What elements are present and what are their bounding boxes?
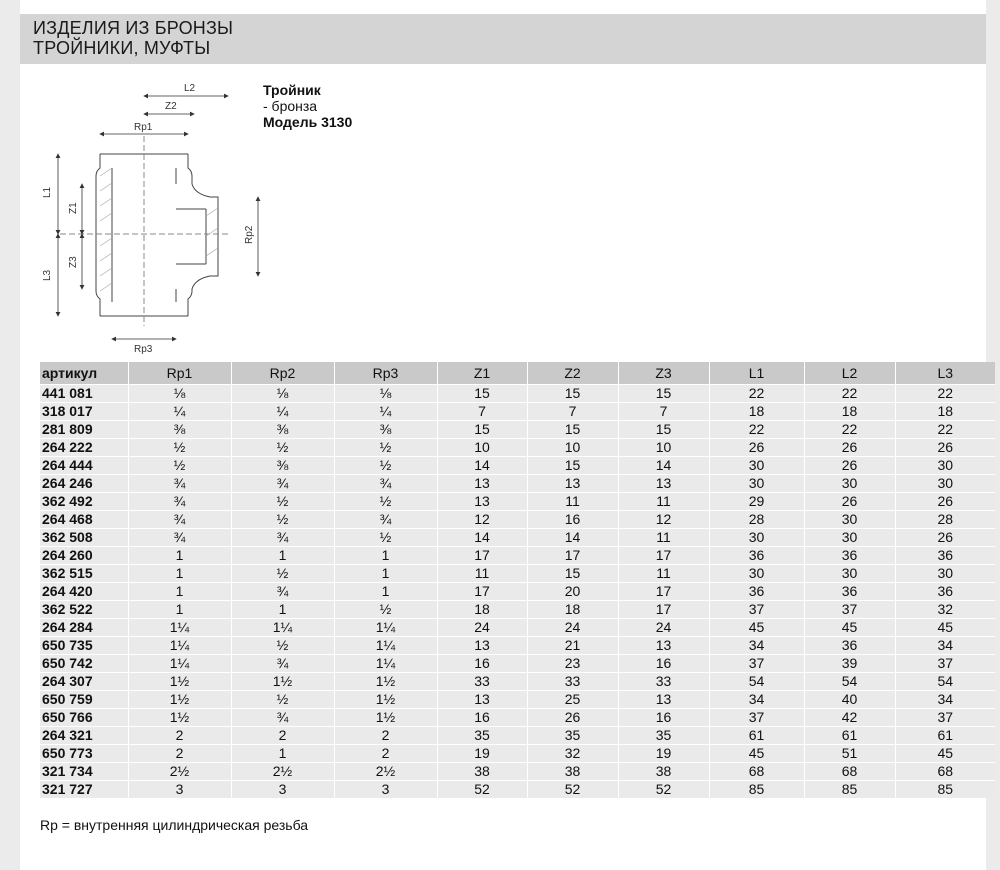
value-cell: 1¼ <box>128 619 231 637</box>
article-cell: 264 468 <box>40 511 128 529</box>
value-cell: 17 <box>437 583 527 601</box>
value-cell: 38 <box>618 763 709 781</box>
value-cell: 30 <box>895 475 995 493</box>
value-cell: 17 <box>527 547 618 565</box>
value-cell: 10 <box>527 439 618 457</box>
value-cell: ¾ <box>231 709 334 727</box>
value-cell: 12 <box>437 511 527 529</box>
catalog-page <box>20 0 986 870</box>
table-row <box>40 547 995 565</box>
value-cell: 24 <box>618 619 709 637</box>
value-cell: 61 <box>895 727 995 745</box>
value-cell: 13 <box>618 637 709 655</box>
value-cell: 33 <box>618 673 709 691</box>
value-cell: ⅛ <box>334 385 437 403</box>
value-cell: 36 <box>804 547 895 565</box>
value-cell: 18 <box>527 601 618 619</box>
product-name: Тройник <box>263 82 321 98</box>
dim-label-rp1: Rp1 <box>134 122 153 133</box>
value-cell: 19 <box>618 745 709 763</box>
article-cell: 650 759 <box>40 691 128 709</box>
value-cell: 1 <box>334 547 437 565</box>
value-cell: ¾ <box>334 511 437 529</box>
value-cell: 37 <box>895 709 995 727</box>
value-cell: 15 <box>527 385 618 403</box>
dim-label-l2: L2 <box>184 83 196 94</box>
value-cell: 2½ <box>231 763 334 781</box>
header-title-line-1: ИЗДЕЛИЯ ИЗ БРОНЗЫ <box>33 18 234 38</box>
dim-label-l1: L1 <box>42 186 53 198</box>
value-cell: 13 <box>437 475 527 493</box>
value-cell: 36 <box>895 583 995 601</box>
value-cell: 28 <box>709 511 804 529</box>
value-cell: 15 <box>437 421 527 439</box>
value-cell: 1¼ <box>128 637 231 655</box>
table-row <box>40 745 995 763</box>
value-cell: 26 <box>895 529 995 547</box>
table-row <box>40 763 995 781</box>
value-cell: 3 <box>128 781 231 799</box>
value-cell: ¼ <box>128 403 231 421</box>
article-cell: 264 284 <box>40 619 128 637</box>
value-cell: 14 <box>437 457 527 475</box>
value-cell: 30 <box>804 565 895 583</box>
value-cell: 13 <box>437 691 527 709</box>
value-cell: 45 <box>709 619 804 637</box>
table-row <box>40 691 995 709</box>
article-cell: 362 522 <box>40 601 128 619</box>
value-cell: 16 <box>437 709 527 727</box>
value-cell: 13 <box>618 475 709 493</box>
value-cell: 7 <box>618 403 709 421</box>
dim-label-z2: Z2 <box>165 101 177 112</box>
dim-label-rp3: Rp3 <box>134 344 153 355</box>
table-row <box>40 403 995 421</box>
table-row <box>40 439 995 457</box>
value-cell: 16 <box>618 655 709 673</box>
value-cell: 22 <box>895 421 995 439</box>
value-cell: 54 <box>709 673 804 691</box>
article-cell: 650 766 <box>40 709 128 727</box>
table-row <box>40 385 995 403</box>
value-cell: ½ <box>334 601 437 619</box>
value-cell: ½ <box>231 691 334 709</box>
article-cell: 362 515 <box>40 565 128 583</box>
value-cell: 36 <box>895 547 995 565</box>
value-cell: 3 <box>334 781 437 799</box>
value-cell: 12 <box>618 511 709 529</box>
table-header-row <box>40 362 995 385</box>
value-cell: 33 <box>437 673 527 691</box>
value-cell: ¾ <box>128 493 231 511</box>
article-cell: 650 742 <box>40 655 128 673</box>
value-cell: ¾ <box>231 475 334 493</box>
product-info <box>263 82 352 130</box>
value-cell: 29 <box>709 493 804 511</box>
value-cell: 13 <box>437 637 527 655</box>
value-cell: 61 <box>804 727 895 745</box>
value-cell: 52 <box>527 781 618 799</box>
value-cell: 25 <box>527 691 618 709</box>
value-cell: ⅜ <box>231 457 334 475</box>
value-cell: 26 <box>804 439 895 457</box>
column-header: L1 <box>709 362 804 385</box>
value-cell: 15 <box>618 385 709 403</box>
value-cell: 37 <box>709 655 804 673</box>
value-cell: 30 <box>804 529 895 547</box>
table-row <box>40 655 995 673</box>
value-cell: 54 <box>895 673 995 691</box>
value-cell: 19 <box>437 745 527 763</box>
value-cell: 22 <box>804 385 895 403</box>
value-cell: 14 <box>618 457 709 475</box>
value-cell: 16 <box>527 511 618 529</box>
value-cell: ¾ <box>231 655 334 673</box>
article-cell: 362 492 <box>40 493 128 511</box>
table-row <box>40 421 995 439</box>
article-cell: 281 809 <box>40 421 128 439</box>
column-header: Z2 <box>527 362 618 385</box>
value-cell: 45 <box>709 745 804 763</box>
table-row <box>40 781 995 799</box>
value-cell: 85 <box>804 781 895 799</box>
value-cell: 1½ <box>128 709 231 727</box>
value-cell: 52 <box>618 781 709 799</box>
value-cell: 22 <box>895 385 995 403</box>
value-cell: ¾ <box>231 529 334 547</box>
value-cell: 23 <box>527 655 618 673</box>
header-title-line-2: ТРОЙНИКИ, МУФТЫ <box>33 38 211 58</box>
column-header: артикул <box>40 362 128 385</box>
value-cell: 26 <box>895 439 995 457</box>
table-row <box>40 565 995 583</box>
value-cell: 15 <box>437 385 527 403</box>
value-cell: 68 <box>895 763 995 781</box>
value-cell: 30 <box>895 457 995 475</box>
table-row <box>40 583 995 601</box>
value-cell: 54 <box>804 673 895 691</box>
table-row <box>40 727 995 745</box>
table-row <box>40 619 995 637</box>
tee-technical-drawing <box>30 76 270 356</box>
value-cell: 1¼ <box>128 655 231 673</box>
value-cell: 11 <box>618 529 709 547</box>
value-cell: 85 <box>895 781 995 799</box>
value-cell: 37 <box>709 709 804 727</box>
value-cell: ½ <box>231 439 334 457</box>
value-cell: ⅜ <box>334 421 437 439</box>
value-cell: ½ <box>334 493 437 511</box>
article-cell: 650 773 <box>40 745 128 763</box>
value-cell: 2 <box>128 745 231 763</box>
value-cell: ⅛ <box>231 385 334 403</box>
value-cell: ¾ <box>128 475 231 493</box>
value-cell: 14 <box>527 529 618 547</box>
value-cell: 1¼ <box>231 619 334 637</box>
value-cell: 1½ <box>231 673 334 691</box>
value-cell: 1 <box>334 583 437 601</box>
value-cell: ¼ <box>231 403 334 421</box>
value-cell: 13 <box>618 691 709 709</box>
value-cell: 26 <box>527 709 618 727</box>
value-cell: 35 <box>618 727 709 745</box>
column-header: Z1 <box>437 362 527 385</box>
article-cell: 264 321 <box>40 727 128 745</box>
value-cell: 26 <box>804 457 895 475</box>
value-cell: 20 <box>527 583 618 601</box>
value-cell: 1 <box>128 583 231 601</box>
value-cell: 17 <box>618 601 709 619</box>
value-cell: 10 <box>618 439 709 457</box>
value-cell: ½ <box>231 511 334 529</box>
table-row <box>40 475 995 493</box>
value-cell: ¾ <box>334 475 437 493</box>
value-cell: 15 <box>618 421 709 439</box>
value-cell: 18 <box>437 601 527 619</box>
value-cell: 68 <box>709 763 804 781</box>
value-cell: 38 <box>437 763 527 781</box>
article-cell: 650 735 <box>40 637 128 655</box>
value-cell: ¾ <box>128 511 231 529</box>
article-cell: 362 508 <box>40 529 128 547</box>
value-cell: 14 <box>437 529 527 547</box>
value-cell: 30 <box>709 529 804 547</box>
value-cell: 68 <box>804 763 895 781</box>
value-cell: 37 <box>709 601 804 619</box>
value-cell: 38 <box>527 763 618 781</box>
dim-label-z1: Z1 <box>68 202 79 214</box>
product-model: Модель 3130 <box>263 114 353 130</box>
value-cell: 2 <box>231 727 334 745</box>
column-header: Rp2 <box>231 362 334 385</box>
value-cell: 40 <box>804 691 895 709</box>
table-row <box>40 673 995 691</box>
value-cell: 2 <box>128 727 231 745</box>
value-cell: 42 <box>804 709 895 727</box>
value-cell: 16 <box>437 655 527 673</box>
value-cell: 16 <box>618 709 709 727</box>
value-cell: 32 <box>527 745 618 763</box>
value-cell: ⅛ <box>128 385 231 403</box>
value-cell: 18 <box>804 403 895 421</box>
value-cell: 2½ <box>334 763 437 781</box>
dim-label-z3: Z3 <box>68 256 79 268</box>
article-cell: 264 307 <box>40 673 128 691</box>
value-cell: 17 <box>437 547 527 565</box>
article-cell: 264 444 <box>40 457 128 475</box>
value-cell: 15 <box>527 457 618 475</box>
value-cell: 13 <box>527 475 618 493</box>
value-cell: 7 <box>527 403 618 421</box>
value-cell: 52 <box>437 781 527 799</box>
value-cell: ½ <box>128 439 231 457</box>
value-cell: ½ <box>128 457 231 475</box>
value-cell: 28 <box>895 511 995 529</box>
value-cell: 11 <box>527 493 618 511</box>
article-cell: 321 734 <box>40 763 128 781</box>
value-cell: ½ <box>334 439 437 457</box>
value-cell: 17 <box>618 547 709 565</box>
value-cell: ¼ <box>334 403 437 421</box>
value-cell: 34 <box>895 637 995 655</box>
table-row <box>40 601 995 619</box>
value-cell: 34 <box>895 691 995 709</box>
value-cell: 1 <box>231 547 334 565</box>
value-cell: 1 <box>231 601 334 619</box>
value-cell: 32 <box>895 601 995 619</box>
value-cell: 22 <box>709 385 804 403</box>
value-cell: 45 <box>804 619 895 637</box>
value-cell: 13 <box>437 493 527 511</box>
column-header: L3 <box>895 362 995 385</box>
article-cell: 321 727 <box>40 781 128 799</box>
value-cell: 45 <box>895 745 995 763</box>
value-cell: ¾ <box>231 583 334 601</box>
value-cell: 18 <box>709 403 804 421</box>
value-cell: 17 <box>618 583 709 601</box>
value-cell: 36 <box>804 583 895 601</box>
value-cell: 37 <box>895 655 995 673</box>
value-cell: 15 <box>527 421 618 439</box>
value-cell: 45 <box>895 619 995 637</box>
value-cell: 1¼ <box>334 637 437 655</box>
value-cell: 37 <box>804 601 895 619</box>
value-cell: 85 <box>709 781 804 799</box>
value-cell: 1½ <box>334 709 437 727</box>
specification-table <box>40 362 995 798</box>
dim-label-rp2: Rp2 <box>244 225 255 244</box>
value-cell: 51 <box>804 745 895 763</box>
value-cell: 30 <box>895 565 995 583</box>
value-cell: 36 <box>804 637 895 655</box>
value-cell: 3 <box>231 781 334 799</box>
value-cell: ½ <box>231 565 334 583</box>
table-row <box>40 637 995 655</box>
table-row <box>40 457 995 475</box>
value-cell: 61 <box>709 727 804 745</box>
column-header: Z3 <box>618 362 709 385</box>
value-cell: 30 <box>709 475 804 493</box>
value-cell: 18 <box>895 403 995 421</box>
value-cell: 36 <box>709 547 804 565</box>
value-cell: 34 <box>709 691 804 709</box>
value-cell: 11 <box>618 565 709 583</box>
value-cell: ¾ <box>128 529 231 547</box>
table-row <box>40 529 995 547</box>
article-cell: 264 420 <box>40 583 128 601</box>
product-material: - бронза <box>263 98 318 114</box>
article-cell: 318 017 <box>40 403 128 421</box>
value-cell: 30 <box>709 565 804 583</box>
table-row <box>40 709 995 727</box>
value-cell: 2 <box>334 745 437 763</box>
value-cell: 30 <box>804 511 895 529</box>
value-cell: 7 <box>437 403 527 421</box>
value-cell: 1 <box>128 547 231 565</box>
value-cell: 1¼ <box>334 619 437 637</box>
value-cell: 21 <box>527 637 618 655</box>
column-header: Rp1 <box>128 362 231 385</box>
article-cell: 264 246 <box>40 475 128 493</box>
table-row <box>40 493 995 511</box>
value-cell: 1¼ <box>334 655 437 673</box>
value-cell: 34 <box>709 637 804 655</box>
value-cell: 30 <box>804 475 895 493</box>
table-body <box>40 385 995 799</box>
value-cell: ½ <box>334 529 437 547</box>
footnote: Rp = внутренняя цилиндрическая резьба <box>40 817 309 833</box>
value-cell: ⅜ <box>128 421 231 439</box>
value-cell: 11 <box>437 565 527 583</box>
value-cell: 1 <box>231 745 334 763</box>
value-cell: 22 <box>709 421 804 439</box>
value-cell: 36 <box>709 583 804 601</box>
value-cell: 1½ <box>334 673 437 691</box>
value-cell: ½ <box>334 457 437 475</box>
dim-label-l3: L3 <box>42 269 53 281</box>
value-cell: 26 <box>804 493 895 511</box>
column-header: L2 <box>804 362 895 385</box>
article-cell: 441 081 <box>40 385 128 403</box>
value-cell: 1½ <box>128 691 231 709</box>
value-cell: 1 <box>128 565 231 583</box>
value-cell: 2 <box>334 727 437 745</box>
value-cell: ½ <box>231 637 334 655</box>
value-cell: 22 <box>804 421 895 439</box>
value-cell: 11 <box>618 493 709 511</box>
table-row <box>40 511 995 529</box>
value-cell: 39 <box>804 655 895 673</box>
value-cell: 24 <box>437 619 527 637</box>
value-cell: 26 <box>709 439 804 457</box>
value-cell: 26 <box>895 493 995 511</box>
value-cell: 1½ <box>128 673 231 691</box>
article-cell: 264 260 <box>40 547 128 565</box>
value-cell: 33 <box>527 673 618 691</box>
value-cell: 1½ <box>334 691 437 709</box>
value-cell: 24 <box>527 619 618 637</box>
value-cell: 35 <box>437 727 527 745</box>
value-cell: 1 <box>128 601 231 619</box>
value-cell: 1 <box>334 565 437 583</box>
value-cell: 10 <box>437 439 527 457</box>
value-cell: ½ <box>231 493 334 511</box>
value-cell: 30 <box>709 457 804 475</box>
article-cell: 264 222 <box>40 439 128 457</box>
value-cell: ⅜ <box>231 421 334 439</box>
section-header <box>20 14 986 64</box>
value-cell: 2½ <box>128 763 231 781</box>
column-header: Rp3 <box>334 362 437 385</box>
value-cell: 35 <box>527 727 618 745</box>
value-cell: 15 <box>527 565 618 583</box>
